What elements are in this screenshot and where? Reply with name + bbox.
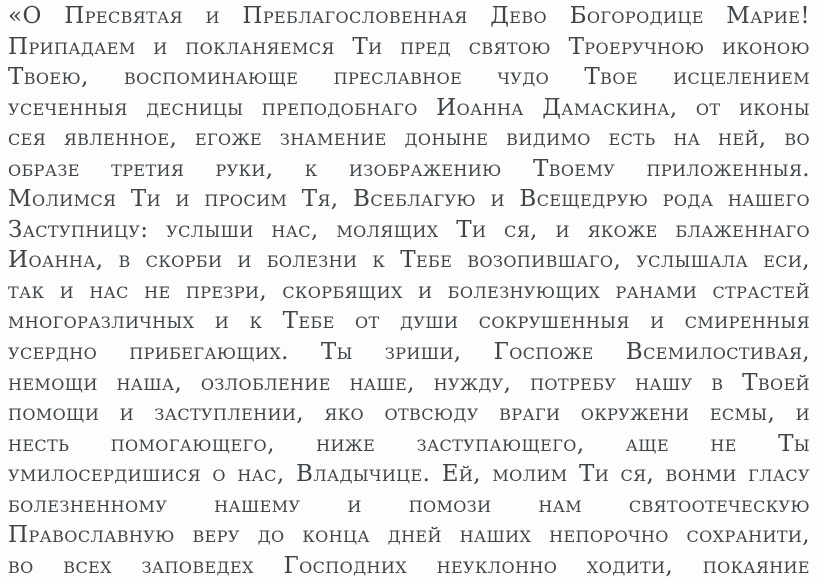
text-line: усеченныя десницы преподобнаго Иоанна Дамаскина, от иконы <box>8 94 810 121</box>
text-line: Твоею, воспоминающе преславное чудо Твое исцелением <box>8 64 810 91</box>
text-line: Православную веру до конца дней наших непорочно сохранити, <box>8 522 810 549</box>
text-line: во всех заповедех Господних неуклонно ходити, покаяние <box>8 552 810 579</box>
text-line: умилосердишися о нас, Владычице. Ей, молим Ти ся, вонми гласу <box>8 461 810 488</box>
text-line: образе третия руки, к изображению Твоему приложенныя. <box>8 155 810 182</box>
text-line: многоразличных и к Тебе от души сокрушенныя и смиренныя <box>8 308 810 335</box>
text-line: Припадаем и покланяемся Ти пред святою Троеручною иконою <box>8 33 810 60</box>
text-line: Иоанна, в скорби и болезни к Тебе возопившаго, услышала еси, <box>8 247 810 274</box>
text-line: сея явленное, егоже знамение доныне видимо есть на ней, во <box>8 125 810 152</box>
text-line: усердно прибегающих. Ты зриши, Госпоже Всемилостивая, <box>8 339 810 366</box>
text-line: «О Пресвятая и Преблагословенная Дево Богородице Марие! <box>8 3 810 29</box>
text-line: так и нас не презри, скорбящих и болезнующих ранами страстей <box>8 277 810 304</box>
text-line: немощи наша, озлобление наше, нужду, потребу нашу в Твоей <box>8 369 810 396</box>
text-line: болезненному нашему и помози нам святоотеческую <box>8 491 810 518</box>
text-line: Молимся Ти и просим Тя, Всеблагую и Всещедрую рода нашего <box>8 186 810 213</box>
text-line: Заступницу: услыши нас, молящих Ти ся, и якоже блаженнаго <box>8 216 810 243</box>
text-line: помощи и заступлении, яко отвсюду враги окружени есмы, и <box>8 400 810 427</box>
text-line: несть помогающего, ниже заступающего, аще не Ты <box>8 430 810 457</box>
